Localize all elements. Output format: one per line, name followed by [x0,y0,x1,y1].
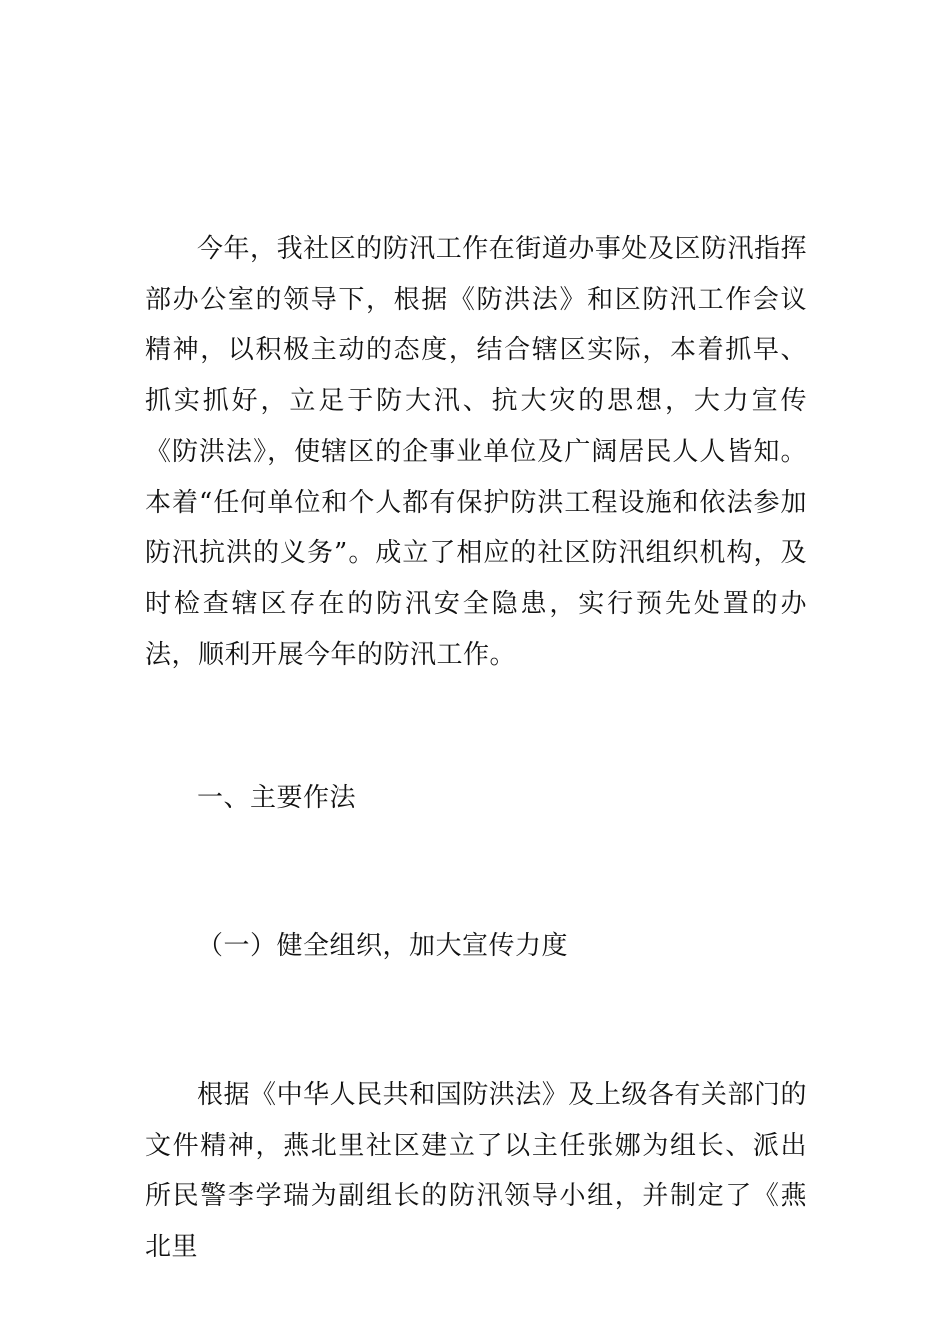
subsection-heading-organization: （一）健全组织，加大宣传力度 [197,931,569,961]
intro-paragraph: 今年，我社区的防汛工作在街道办事处及区防汛指挥部办公室的领导下，根据《防洪法》和区防汛工作会议精神，以积极主动的态度，结合辖区实际，本着抓早、抓实抓好，立足于防大汛、抗大灾的思想，大力宣传《防洪法》，使辖区的企事业单位及广阔居民人人皆知。本着“任何单位和个人都有保护防洪工程设施和依法参加防汛抗洪的义务”。成立了相应的社区防汛组织机构，及时检查辖区存在的防汛安全隐患，实行预先处置的办法，顺利开展今年的防汛工作。 [145,234,807,670]
section-heading-main-practices: 一、主要作法 [197,783,357,813]
body-paragraph: 根据《中华人民共和国防洪法》及上级各有关部门的文件精神，燕北里社区建立了以主任张娜为组长、派出所民警李学瑞为副组长的防汛领导小组，并制定了《燕北里 [145,1080,807,1263]
